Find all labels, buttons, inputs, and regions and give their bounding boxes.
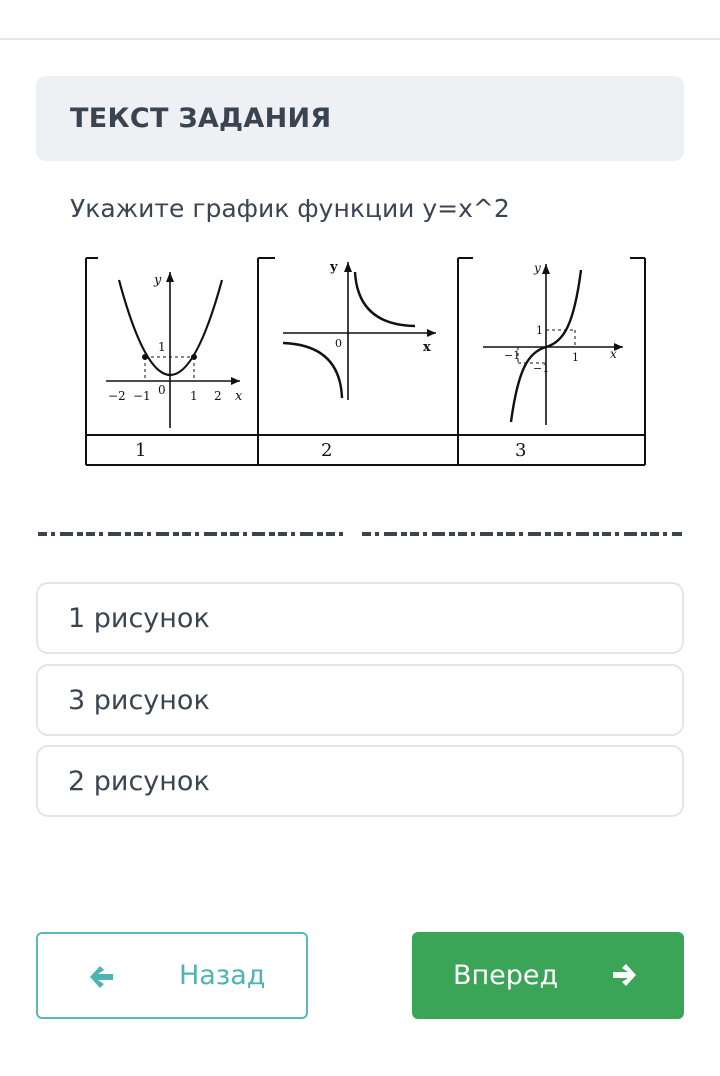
answer-option-1[interactable]: [36, 582, 684, 654]
panel-1-tick-2: 2: [214, 389, 222, 403]
back-button[interactable]: [36, 932, 308, 1019]
answer-option-label: 3 рисунок: [68, 684, 210, 716]
panel-1-axis-y: y: [154, 273, 162, 288]
panel-3-ytick-m1: −1: [533, 362, 550, 375]
panel-1-graph: [106, 272, 243, 428]
dashed-separator: [38, 522, 682, 528]
next-button-label: Вперед: [453, 960, 559, 991]
arrow-right-icon: [610, 960, 640, 990]
panel-2-graph: [283, 260, 436, 400]
panel-1-number: 1: [135, 440, 147, 461]
answer-option-2[interactable]: [36, 664, 684, 736]
panel-3-ytick-1: 1: [536, 324, 543, 337]
next-button[interactable]: [412, 932, 684, 1019]
panel-1-tick-0: 0: [158, 383, 166, 397]
panel-3-axis-y: y: [534, 261, 541, 275]
panel-2-origin: 0: [335, 337, 342, 350]
back-button-label: Назад: [179, 960, 266, 991]
panel-2-number: 2: [321, 440, 333, 461]
question-text: Укажите график функции у=х^2: [70, 194, 510, 223]
panel-3-tick-1: 1: [572, 351, 579, 364]
panel-2-axis-x: x: [423, 340, 431, 355]
task-header: [36, 76, 684, 161]
answer-option-label: 2 рисунок: [68, 765, 210, 797]
answer-option-3[interactable]: [36, 745, 684, 817]
answer-option-label: 1 рисунок: [68, 602, 210, 634]
top-divider: [0, 38, 720, 40]
panel-3-number: 3: [515, 440, 527, 461]
panel-1-tick-m2: −2: [108, 389, 126, 403]
panel-1-tick-m1: −1: [133, 389, 151, 403]
panel-3-graph: [483, 261, 623, 425]
task-header-title: ТЕКСТ ЗАДАНИЯ: [70, 103, 332, 134]
graphs-figure: [78, 250, 658, 475]
panel-2-axis-y: y: [330, 260, 338, 275]
panel-1-ytick: 1: [158, 340, 166, 354]
panel-3-tick-m1: −1: [504, 349, 521, 362]
panel-1-axis-x: x: [235, 389, 243, 404]
panel-3-axis-x: x: [610, 347, 617, 361]
panel-1-tick-1: 1: [190, 389, 198, 403]
arrow-left-icon: [86, 962, 116, 992]
